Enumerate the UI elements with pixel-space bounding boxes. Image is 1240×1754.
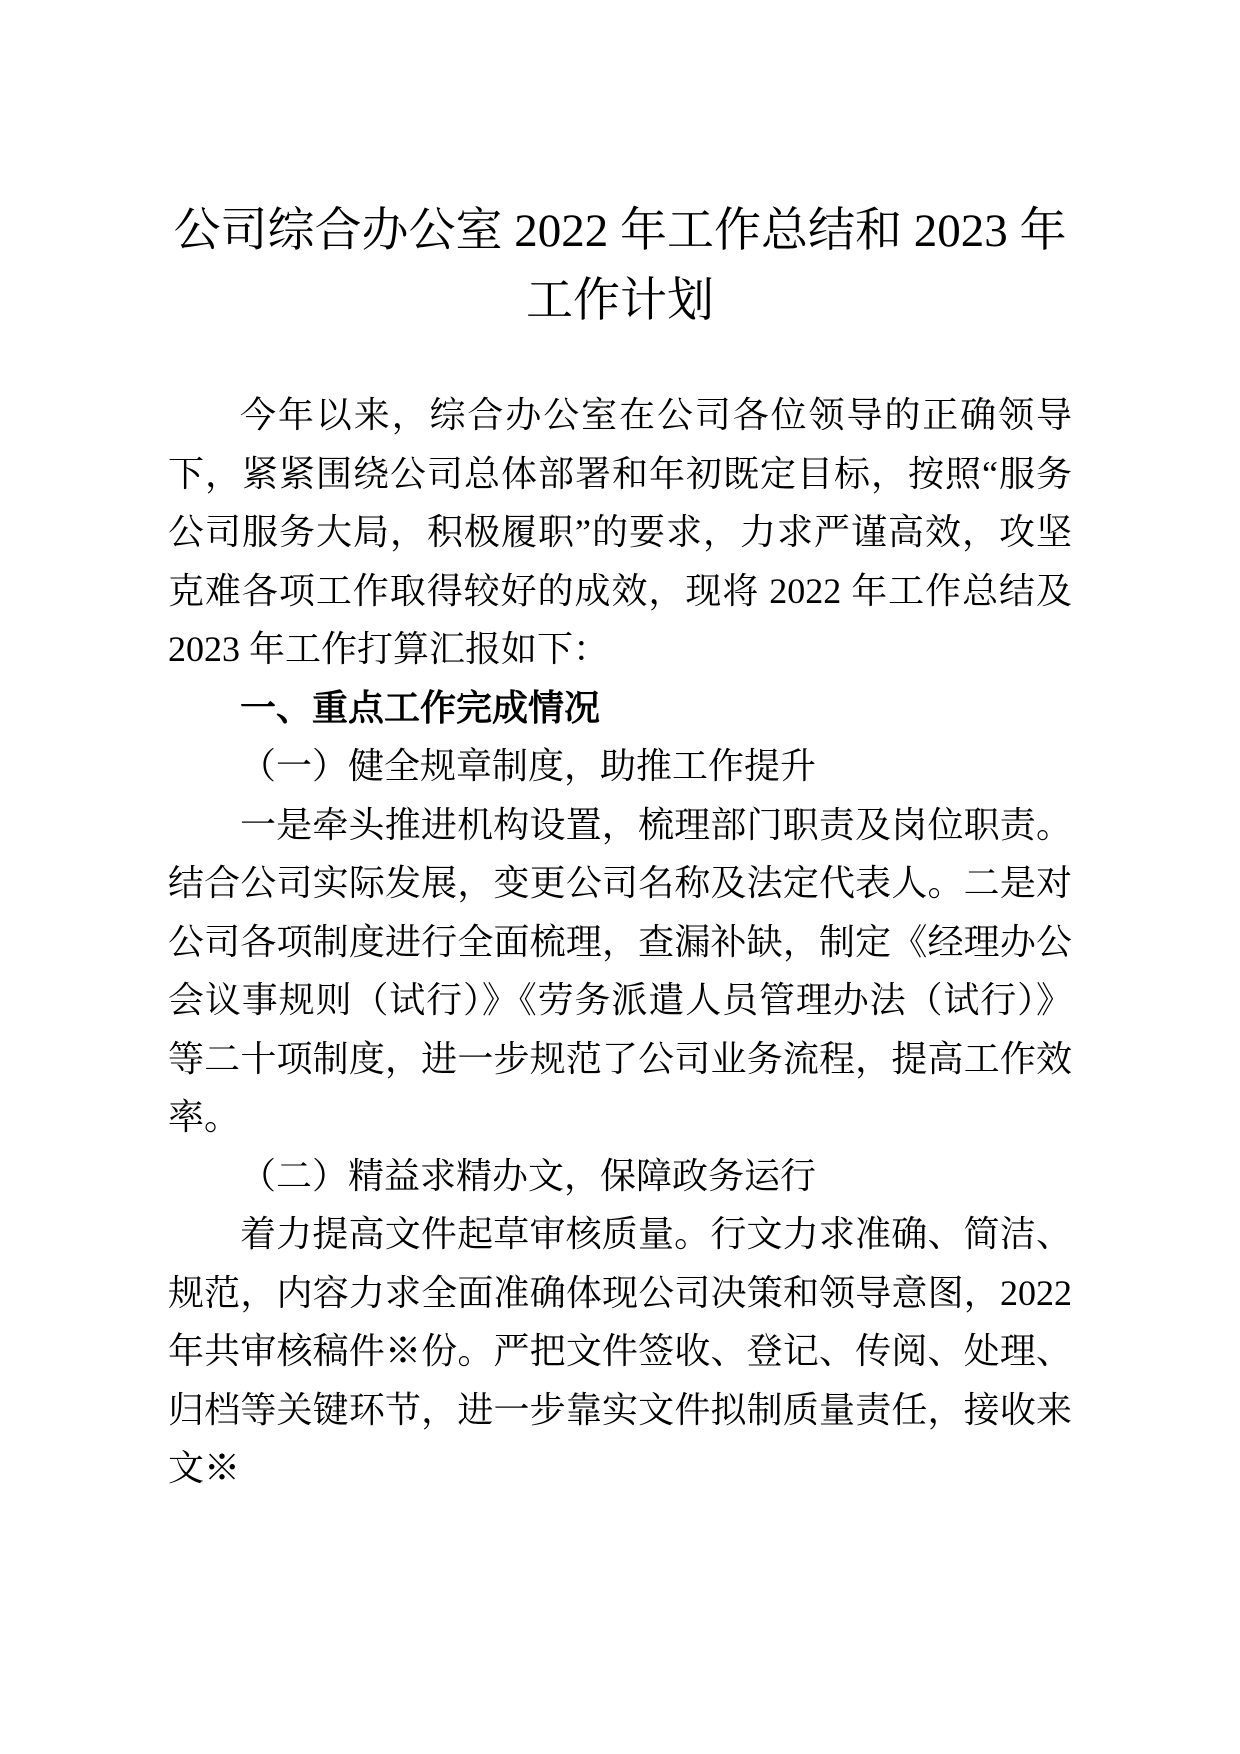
heading-section-1: 一、重点工作完成情况 (240, 687, 601, 728)
heading-subsection-1-2: （二）精益求精办文，保障政务运行 (240, 1155, 817, 1196)
paragraph-subsection-1-2: 着力提高文件起草审核质量。行文力求准确、简洁、规范，内容力求全面准确体现公司决策和领导意图，2022 年共审核稿件※份。严把文件签收、登记、传阅、处理、归档等关键环节，进一步靠实文件拟制质量责任，接收来文※ (168, 1214, 1072, 1488)
heading-subsection-1-1: （一）健全规章制度，助推工作提升 (240, 746, 817, 786)
paragraph-subsection-1-1: 一是牵头推进机构设置，梳理部门职责及岗位职责。结合公司实际发展，变更公司名称及法定代表人。二是对公司各项制度进行全面梳理，查漏补缺，制定《经理办公会议事规则（试行）》《劳务派遣人员管理办法（试行）》等二十项制度，进一步规范了公司业务流程，提高工作效率。 (168, 804, 1072, 1137)
document-title: 公司综合办公室 2022 年工作总结和 2023 年工作计划 (173, 205, 1067, 327)
paragraph-intro: 今年以来，综合办公室在公司各位领导的正确领导下，紧紧围绕公司总体部署和年初既定目标，按照“服务公司服务大局，积极履职”的要求，力求严谨高效，攻坚克难各项工作取得较好的成效，现将 2022 年工作总结及 2023 年工作打算汇报如下： (168, 395, 1072, 669)
